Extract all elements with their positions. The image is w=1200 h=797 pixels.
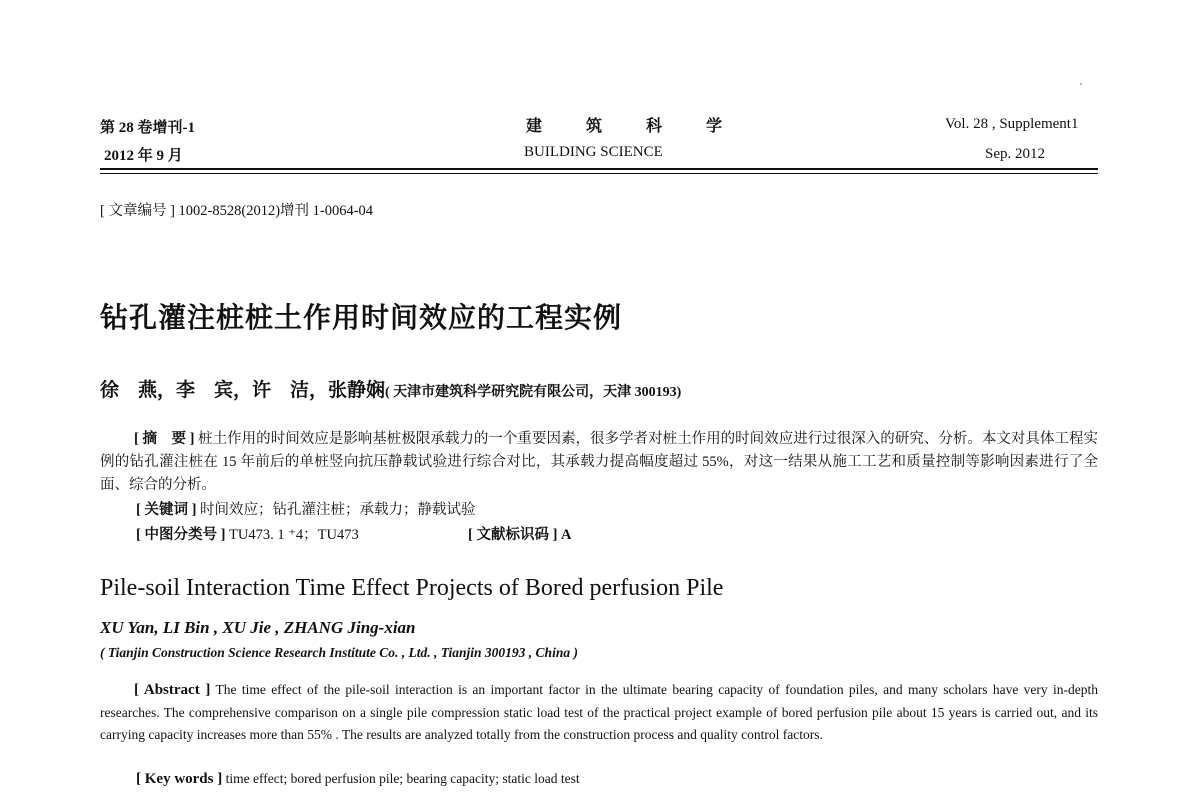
affiliation-en: ( Tianjin Construction Science Research Institute Co. , Ltd. , Tianjin 300193 , China ) bbox=[100, 645, 578, 660]
volume-en: Vol. 28 , Supplement1 bbox=[945, 116, 1079, 132]
abstract-label-en: [ Abstract ] bbox=[134, 682, 211, 698]
clc-label: [ 中图分类号 ] bbox=[136, 527, 226, 543]
article-title-cn: 钻孔灌注桩桩土作用时间效应的工程实例 bbox=[100, 301, 623, 334]
header-rule-bottom bbox=[100, 173, 1098, 174]
authors-cn: 徐 燕，李 宾，许 洁，张静娴 bbox=[100, 380, 386, 401]
keywords-label-cn: [ 关键词 ] bbox=[136, 502, 197, 518]
keywords-cn bbox=[136, 498, 476, 519]
abstract-cn bbox=[100, 428, 1098, 497]
clc-text: TU473. 1 ⁺4；TU473 bbox=[229, 527, 359, 543]
doc-code-label: [ 文献标识码 ] bbox=[468, 527, 558, 543]
article-title-en: Pile-soil Interaction Time Effect Projects of Bored perfusion Pile bbox=[100, 575, 724, 601]
date-en: Sep. 2012 bbox=[985, 146, 1045, 162]
abstract-en bbox=[100, 679, 1098, 747]
keywords-text-cn: 时间效应；钻孔灌注桩；承载力；静载试验 bbox=[200, 502, 476, 518]
document-code-cn bbox=[468, 523, 572, 544]
header-rule-top bbox=[100, 168, 1098, 170]
abstract-label-cn: [ 摘 要 ] bbox=[134, 431, 195, 447]
keywords-label-en: [ Key words ] bbox=[136, 771, 223, 787]
article-number: [ 文章编号 ] 1002-8528(2012)增刊 1-0064-04 bbox=[100, 203, 374, 219]
abstract-text-en: The time effect of the pile-soil interaction is an important factor in the ultimate bearing capacity of foundation piles, and many scholars have very in-depth researches. The comprehensive comparison on a single pile compression static load test of the practical project example of bored perfusion pile about 15 years is carried out, and its carrying capacity increases more than 55% . The results are analyzed totally from the construction process and quality control factors. bbox=[100, 682, 1099, 742]
authors-en: XU Yan, LI Bin , XU Jie , ZHANG Jing-xian bbox=[100, 618, 416, 637]
volume-cn: 第 28 卷增刊-1 bbox=[100, 120, 195, 136]
classification-cn bbox=[136, 523, 359, 544]
abstract-text-cn: 桩土作用的时间效应是影响基桩极限承载力的一个重要因素，很多学者对桩土作用的时间效应进行过很深入的研究、分析。本文对具体工程实例的钻孔灌注桩在 15 年前后的单桩竖向抗压静载试验进行综合对比，其承载力提高幅度超过 55%，对这一结果从施工工艺和质量控制等影响因素进行了全面、综合的分析。 bbox=[100, 431, 1098, 493]
keywords-en bbox=[136, 771, 580, 788]
date-cn: 2012 年 9 月 bbox=[104, 148, 183, 164]
doc-code-text: A bbox=[561, 527, 572, 543]
scan-speck bbox=[1080, 83, 1082, 85]
affiliation-cn: ( 天津市建筑科学研究院有限公司，天津 300193) bbox=[385, 385, 682, 400]
keywords-text-en: time effect; bored perfusion pile; bearing capacity; static load test bbox=[225, 771, 580, 786]
journal-title-en: BUILDING SCIENCE bbox=[524, 144, 663, 160]
author-line-cn bbox=[100, 375, 681, 402]
journal-title-cn: 建 筑 科 学 bbox=[526, 118, 743, 135]
